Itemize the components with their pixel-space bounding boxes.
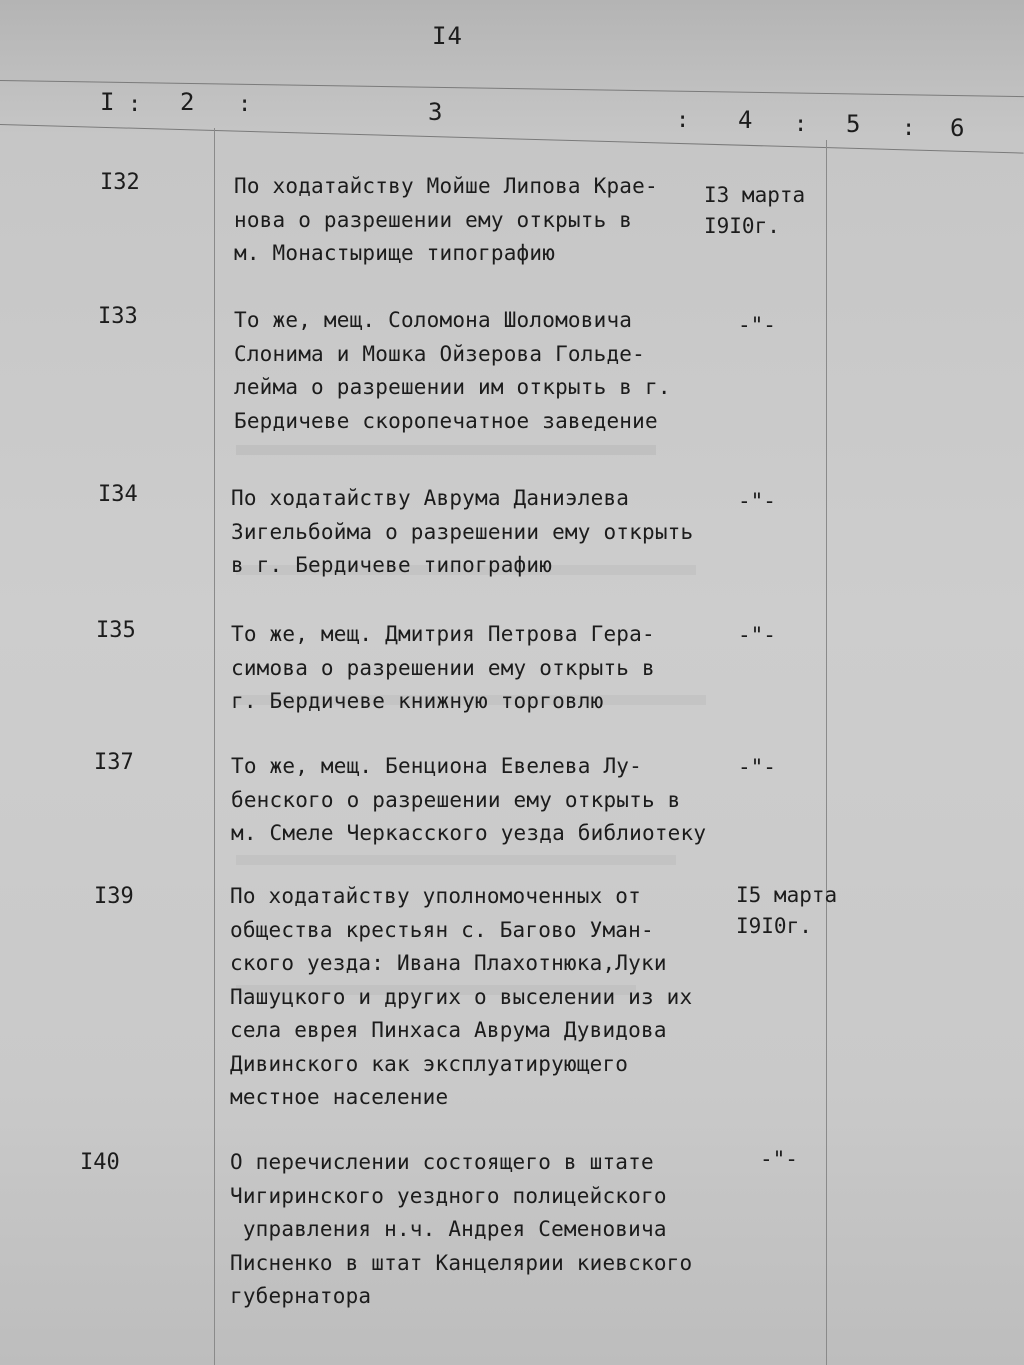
entry-description: По ходатайству Аврума Даниэлева Зигельбойма о разрешении ему открыть в г. Бердичеве типографию: [231, 486, 694, 577]
entry-number: I34: [98, 482, 138, 507]
entry-date: I3 марта I9I0г.: [704, 183, 806, 238]
entry-date: -"-: [738, 623, 776, 647]
column-header-6: 6: [950, 114, 965, 142]
entry-number: I32: [100, 170, 140, 195]
entry-description: То же, мещ. Соломона Шоломовича Слонима и Мошка Ойзерова Гольде- лейма о разрешении им открыть в г. Бердичеве скоропечатное заведение: [234, 308, 671, 433]
entry-description: О перечислении состоящего в штате Чигиринского уездного полицейского управления н.ч. Андрея Семеновича Писненко в штат Канцелярии киевского губернатора: [230, 1150, 693, 1308]
column-header-3: 3: [428, 98, 443, 126]
column-separator: :: [238, 92, 252, 117]
entry-date: I5 марта I9I0г.: [736, 883, 838, 938]
column-separator: :: [128, 92, 142, 117]
entry-description: То же, мещ. Дмитрия Петрова Гера- симова о разрешении ему открыть в г. Бердичеве книжную торговлю: [231, 622, 655, 713]
entry-description: По ходатайству уполномоченных от общества крестьян с. Багово Уман- ского уезда: Ивана Плахотнюка,Луки Пашуцкого и других о выселении из их села еврея Пинхаса Аврума Дувидова Дивинского как эксплуатирующего местное население: [230, 884, 693, 1109]
column-header-1: I: [100, 88, 115, 116]
column-rule-left: [214, 128, 215, 1365]
column-separator: :: [676, 108, 690, 133]
entry-number: I33: [98, 304, 138, 329]
header-bottom-rule: [0, 124, 1024, 154]
entry-date: -"-: [760, 1147, 798, 1171]
entry-description: По ходатайству Мойше Липова Крае- нова о разрешении ему открыть в м. Монастырище типографию: [234, 174, 658, 265]
column-header-4: 4: [738, 106, 753, 134]
column-header-2: 2: [180, 88, 195, 116]
entry-number: I35: [96, 618, 136, 643]
column-header-5: 5: [846, 110, 861, 138]
header-top-rule: [0, 80, 1024, 97]
entry-number: I37: [94, 750, 134, 775]
column-rule-right: [826, 140, 827, 1365]
entry-number: I39: [94, 884, 134, 909]
entry-date: -"-: [738, 755, 776, 779]
entry-description: То же, мещ. Бенциона Евелева Лу- бенского о разрешении ему открыть в м. Смеле Черкасского уезда библиотеку: [231, 754, 707, 845]
entry-date: -"-: [738, 489, 776, 513]
entry-date: -"-: [738, 313, 776, 337]
column-separator: :: [794, 112, 808, 137]
column-separator: :: [902, 116, 916, 141]
page-number: I4: [432, 22, 463, 50]
entry-number: I40: [80, 1150, 120, 1175]
